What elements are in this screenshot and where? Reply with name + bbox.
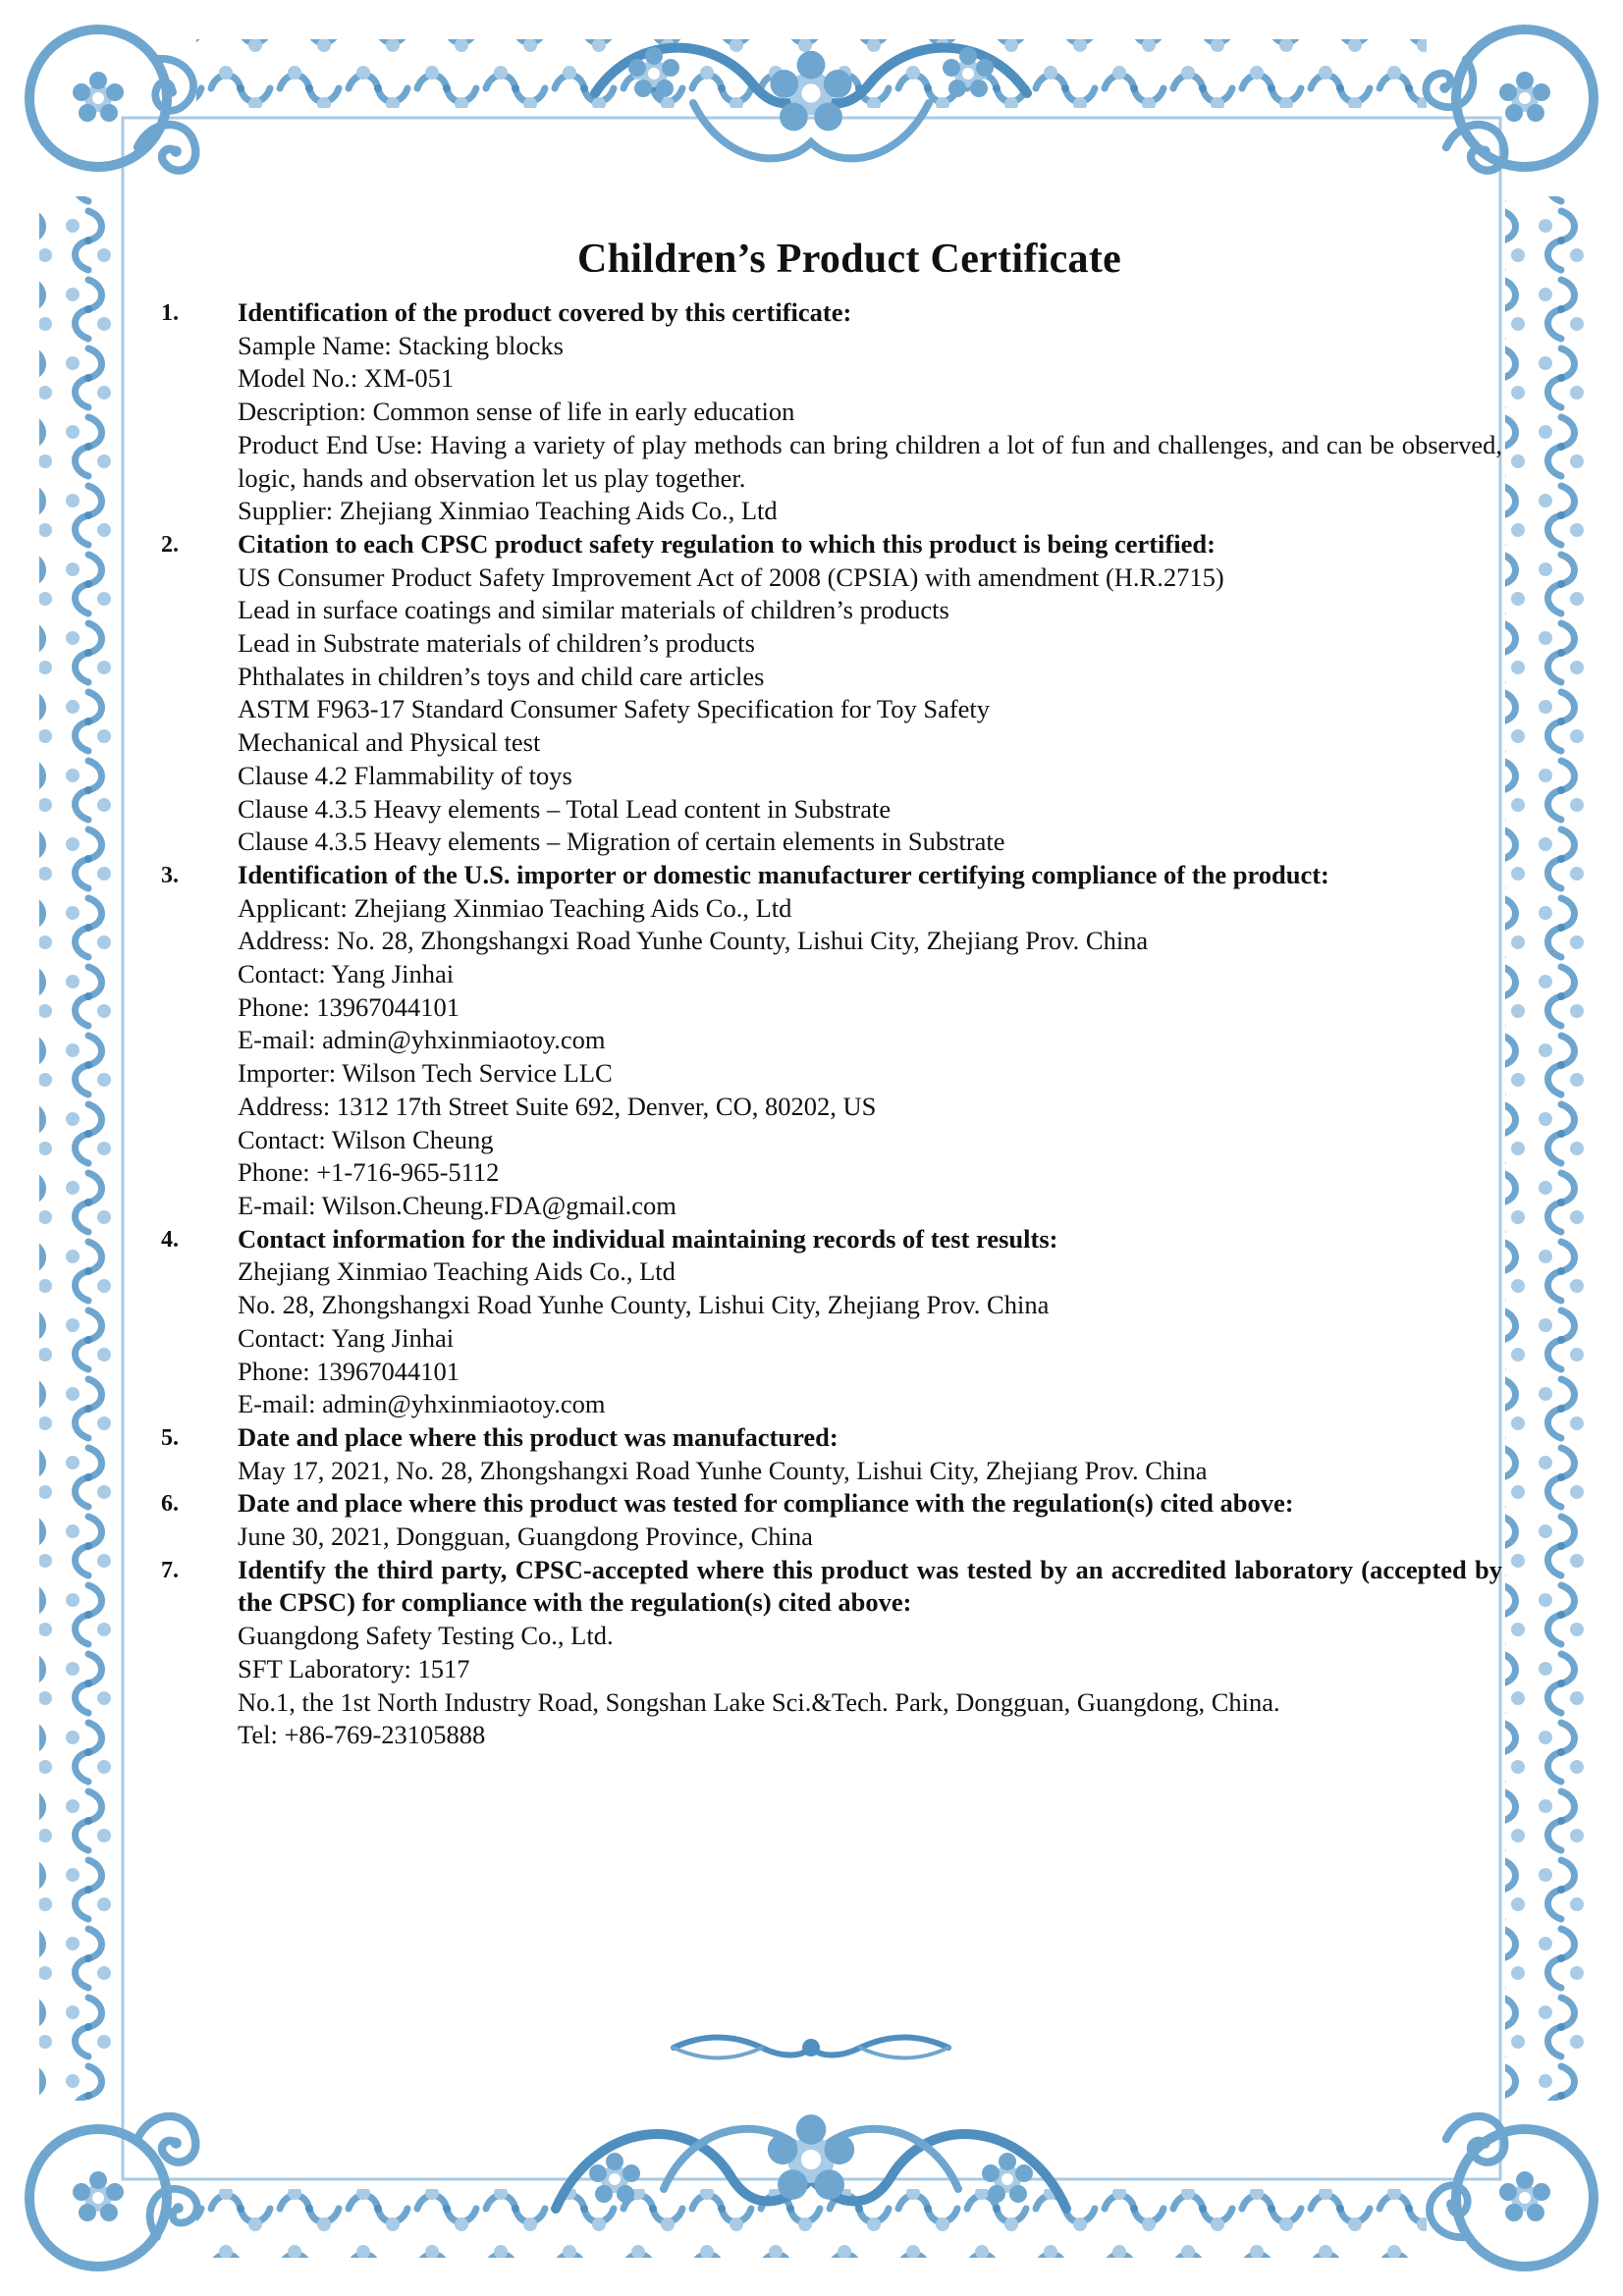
product-end-use: Product End Use: Having a variety of play methods can bring children a lot of fun and challenges, and can be observed, logic, hands and observation let us play together. (238, 429, 1502, 493)
importer: Importer: Wilson Tech Service LLC (238, 1058, 613, 1089)
section-product-identification (157, 296, 1502, 528)
records-email: E-mail: admin@yhxinmiaotoy.com (238, 1389, 606, 1419)
regulation-line: US Consumer Product Safety Improvement Act of 2008 (CPSIA) with amendment (H.R.2715) (238, 561, 1224, 592)
section-heading: Identify the third party, CPSC-accepted where this product was tested by an accredited laboratory (accepted by the CPSC) for compliance with the regulation(s) cited above: (238, 1554, 1502, 1618)
section-heading: Date and place where this product was tested for compliance with the regulation(s) cited above: (238, 1488, 1294, 1519)
regulation-line: Lead in Substrate materials of children’s products (238, 628, 755, 659)
manufacture-info: May 17, 2021, No. 28, Zhongshangxi Road Yunhe County, Lishui City, Zhejiang Prov. China (238, 1455, 1208, 1485)
section-number: 5. (161, 1424, 179, 1451)
applicant-address: Address: No. 28, Zhongshangxi Road Yunhe County, Lishui City, Zhejiang Prov. China (238, 926, 1149, 956)
model-number: Model No.: XM-051 (238, 363, 455, 394)
sample-name: Sample Name: Stacking blocks (238, 330, 564, 360)
section-heading: Contact information for the individual maintaining records of test results: (238, 1223, 1058, 1254)
section-heading: Citation to each CPSC product safety regulation to which this product is being certified: (238, 528, 1216, 559)
lab-id: SFT Laboratory: 1517 (238, 1653, 470, 1683)
supplier: Supplier: Zhejiang Xinmiao Teaching Aids Co., Ltd (238, 496, 778, 526)
lab-address: No.1, the 1st North Industry Road, Songshan Lake Sci.&Tech. Park, Dongguan, Guangdong, China. (238, 1686, 1280, 1717)
section-importer-manufacturer (157, 859, 1502, 1223)
section-heading: Identification of the product covered by this certificate: (238, 297, 852, 327)
section-number: 2. (161, 531, 179, 558)
test-info: June 30, 2021, Dongguan, Guangdong Province, China (238, 1522, 813, 1552)
importer-phone: Phone: +1-716-965-5112 (238, 1157, 500, 1188)
applicant: Applicant: Zhejiang Xinmiao Teaching Aids Co., Ltd (238, 892, 792, 923)
regulation-line: Phthalates in children’s toys and child care articles (238, 661, 765, 691)
regulation-line: ASTM F963-17 Standard Consumer Safety Specification for Toy Safety (238, 694, 991, 724)
section-heading: Identification of the U.S. importer or domestic manufacturer certifying compliance of the product: (238, 859, 1329, 889)
section-regulations (157, 528, 1502, 859)
records-phone: Phone: 13967044101 (238, 1356, 460, 1386)
importer-address: Address: 1312 17th Street Suite 692, Denver, CO, 80202, US (238, 1091, 877, 1121)
section-number: 3. (161, 862, 179, 888)
section-number: 4. (161, 1226, 179, 1253)
applicant-phone: Phone: 13967044101 (238, 991, 460, 1022)
applicant-email: E-mail: admin@yhxinmiaotoy.com (238, 1025, 606, 1055)
records-address: No. 28, Zhongshangxi Road Yunhe County, Lishui City, Zhejiang Prov. China (238, 1290, 1050, 1320)
importer-email: E-mail: Wilson.Cheung.FDA@gmail.com (238, 1190, 676, 1220)
section-number: 6. (161, 1491, 179, 1518)
records-company: Zhejiang Xinmiao Teaching Aids Co., Ltd (238, 1256, 676, 1287)
section-manufacture-date-place (157, 1421, 1502, 1487)
records-contact: Contact: Yang Jinhai (238, 1322, 455, 1353)
section-heading: Date and place where this product was manufactured: (238, 1421, 839, 1452)
regulation-line: Clause 4.3.5 Heavy elements – Total Lead content in Substrate (238, 793, 892, 824)
description: Description: Common sense of life in early education (238, 397, 795, 427)
importer-contact: Contact: Wilson Cheung (238, 1124, 494, 1154)
lab-phone: Tel: +86-769-23105888 (238, 1720, 486, 1750)
section-number: 7. (161, 1557, 179, 1583)
section-test-date-place (157, 1487, 1502, 1553)
regulation-line: Lead in surface coatings and similar materials of children’s products (238, 595, 949, 625)
certificate-body (157, 236, 1502, 1752)
regulation-line: Clause 4.3.5 Heavy elements – Migration of certain elements in Substrate (238, 827, 1005, 857)
section-third-party-lab (157, 1554, 1502, 1752)
section-number: 1. (161, 300, 179, 326)
applicant-contact: Contact: Yang Jinhai (238, 959, 455, 989)
section-records-contact (157, 1223, 1502, 1421)
regulation-line: Mechanical and Physical test (238, 727, 541, 758)
certificate-title: Children’s Product Certificate (576, 237, 1122, 282)
lab-name: Guangdong Safety Testing Co., Ltd. (238, 1621, 614, 1651)
regulation-line: Clause 4.2 Flammability of toys (238, 760, 572, 790)
